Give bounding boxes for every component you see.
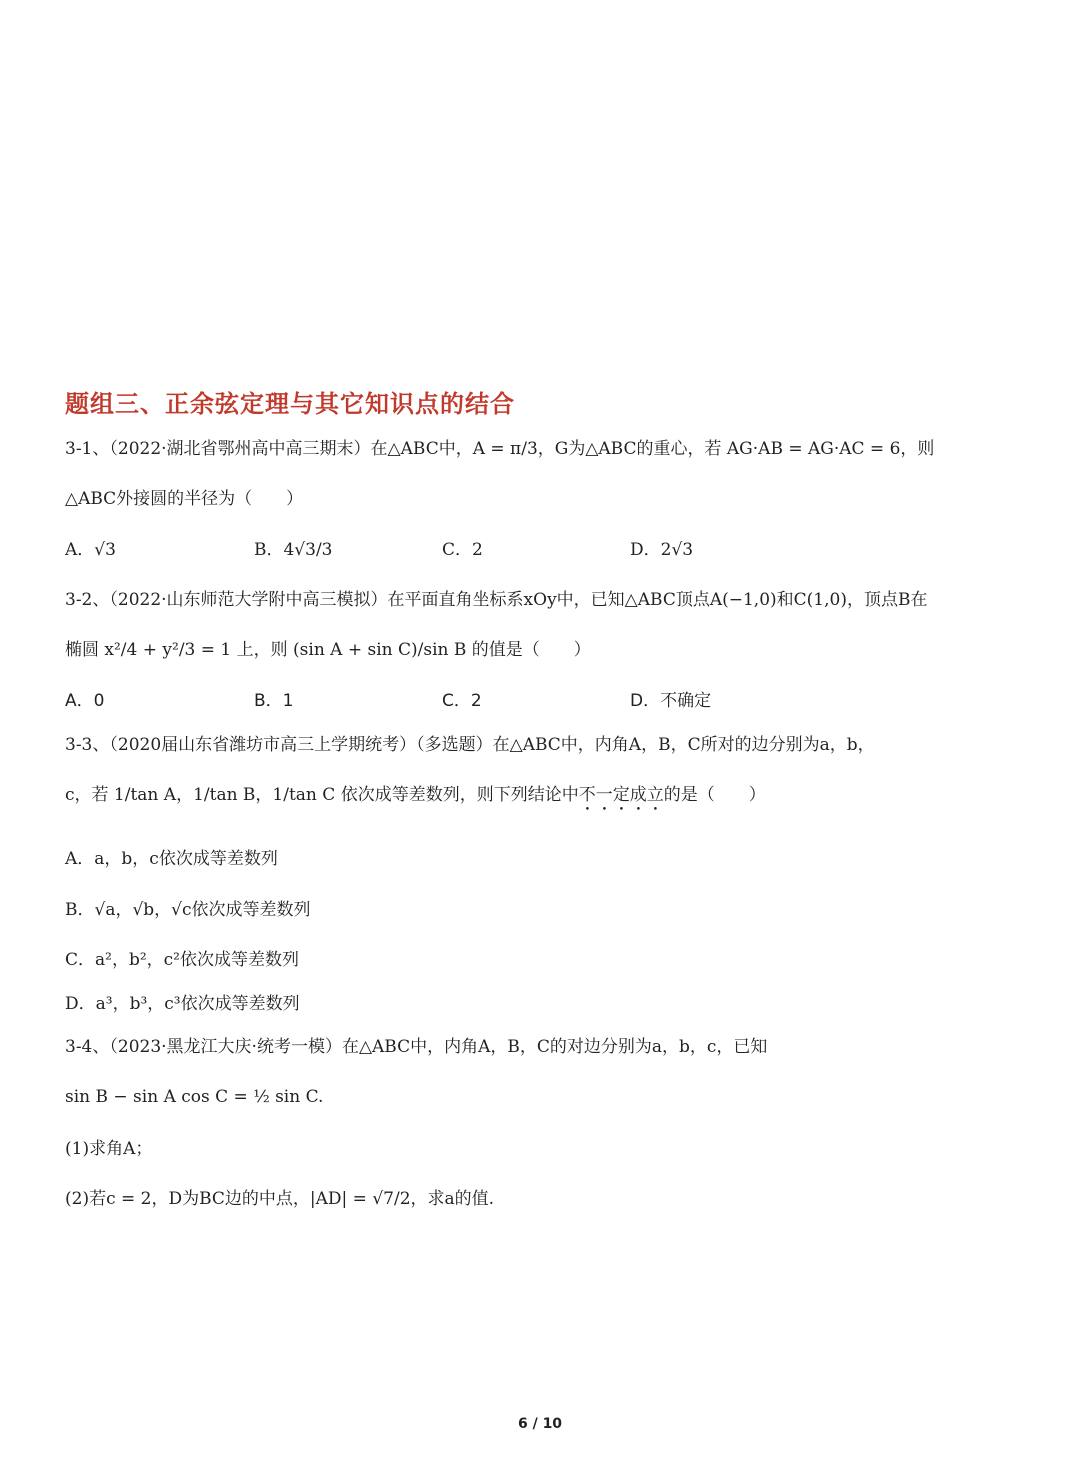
page-total: 10 [542, 1416, 563, 1432]
question-3-3-line-1: 3-3、（2020届山东省潍坊市高三上学期统考）（多选题）在△ABC中，内角A，B，C所对的边分别为a，b， [65, 735, 875, 755]
option-3-2-a: A．0 [65, 691, 105, 711]
emphasis-text: 不一定成立 [578, 785, 664, 805]
question-3-3-tail: 的是（ ） [663, 785, 766, 805]
question-3-4-line-2: sin B − sin A cos C = ½ sin C. [65, 1087, 324, 1107]
page-footer [0, 1416, 1080, 1432]
section-title: 题组三、正余弦定理与其它知识点的结合 [65, 390, 515, 418]
option-3-2-d: D．不确定 [630, 691, 712, 711]
option-3-1-d: D．2√3 [630, 540, 694, 560]
option-3-1-b: B．4√3/3 [254, 540, 333, 560]
question-3-1-line-1: 3-1、（2022·湖北省鄂州高中高三期末）在△ABC中，A = π/3，G为△ABC的重心，若 AG·AB = AG·AC = 6，则 [65, 439, 935, 459]
option-3-3-a: A．a，b，c依次成等差数列 [65, 849, 278, 869]
option-3-1-a: A．√3 [65, 540, 116, 560]
page-number: 6 [517, 1416, 528, 1432]
option-3-3-c: C．a²，b²，c²依次成等差数列 [65, 950, 299, 970]
question-3-2-line-2: 椭圆 x²/4 + y²/3 = 1 上，则 (sin A + sin C)/sin B 的值是（ ） [65, 640, 591, 660]
question-3-1-line-2: △ABC外接圆的半径为（ ） [65, 489, 304, 509]
option-3-2-c: C．2 [442, 691, 482, 711]
question-3-4-part-2: (2)若c = 2，D为BC边的中点，|AD| = √7/2，求a的值. [65, 1189, 495, 1209]
question-3-3-line-2 [65, 783, 766, 815]
option-3-1-c: C．2 [442, 540, 483, 560]
page-separator: / [532, 1416, 538, 1432]
question-3-3-text: c，若 1/tan A，1/tan B，1/tan C 依次成等差数列，则下列结论中 [65, 785, 579, 805]
option-3-3-d: D．a³，b³，c³依次成等差数列 [65, 994, 300, 1014]
question-3-4-part-1: (1)求角A； [65, 1139, 153, 1159]
question-3-2-line-1: 3-2、（2022·山东师范大学附中高三模拟）在平面直角坐标系xOy中，已知△ABC顶点A(−1,0)和C(1,0)，顶点B在 [65, 590, 928, 610]
question-3-4-line-1: 3-4、（2023·黑龙江大庆·统考一模）在△ABC中，内角A，B，C的对边分别为a，b，c，已知 [65, 1037, 768, 1057]
option-3-3-b: B．√a，√b，√c依次成等差数列 [65, 900, 311, 920]
option-3-2-b: B．1 [254, 691, 294, 711]
